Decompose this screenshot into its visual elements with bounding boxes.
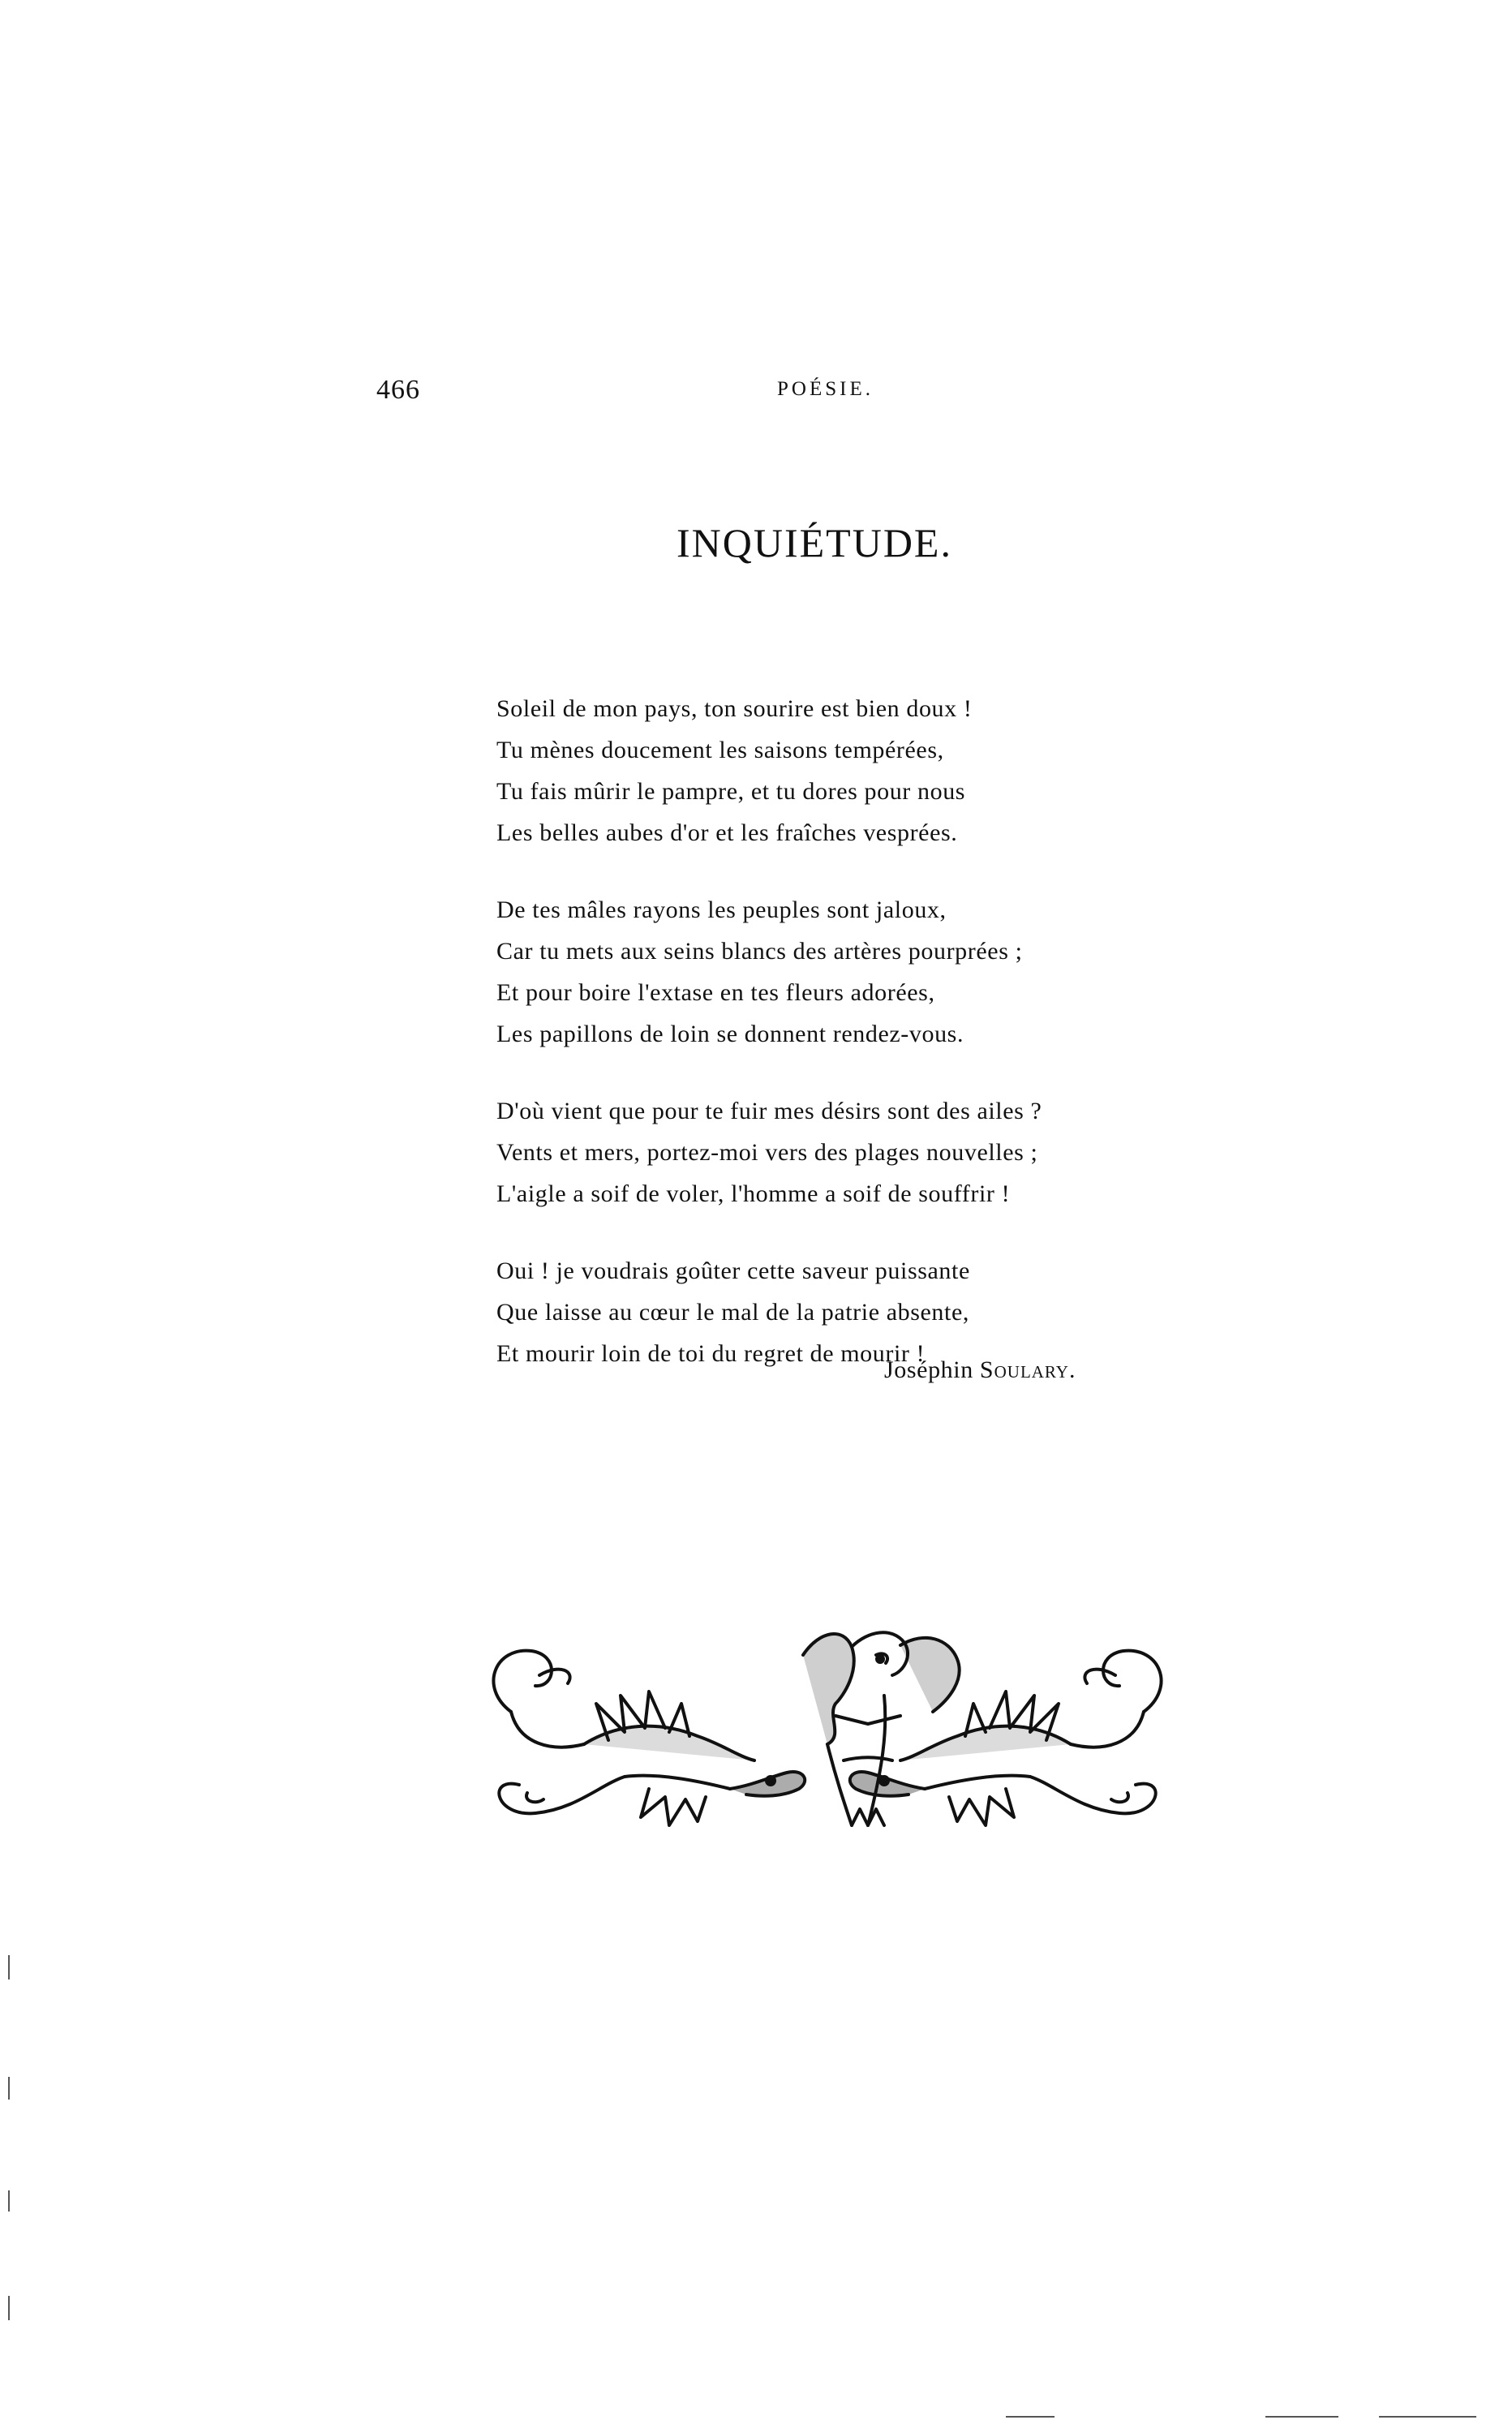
scan-artifact [1265,2416,1338,2418]
scan-artifact [8,2296,10,2320]
verse-line: L'aigle a soif de voler, l'homme a soif de souffrir ! [496,1180,1011,1207]
scan-artifact [8,2190,10,2212]
page-number: 466 [376,375,420,405]
author-signature [884,1356,1076,1384]
verse-line: Et mourir loin de toi du regret de mourir ! [496,1340,926,1367]
poem-title: INQUIÉTUDE. [677,520,952,565]
scan-artifact [1379,2416,1476,2418]
verse-line: Les papillons de loin se donnent rendez-vous. [496,1021,964,1047]
verse-line: Et pour boire l'extase en tes fleurs adorées, [496,979,935,1006]
stanza-3 [496,1090,1226,1214]
verse-line: Les belles aubes d'or et les fraîches vesprées. [496,819,958,846]
verse-line: Vents et mers, portez-moi vers des plages nouvelles ; [496,1139,1038,1166]
author-first-name: Joséphin [884,1356,973,1383]
verse-line: Soleil de mon pays, ton sourire est bien doux ! [496,695,973,722]
verse-line: Car tu mets aux seins blancs des artères pourprées ; [496,938,1023,965]
verse-line: Que laisse au cœur le mal de la patrie absente, [496,1299,969,1326]
poem-body [496,688,1226,1410]
author-last-name: Soulary. [979,1356,1076,1383]
verse-line: D'où vient que pour te fuir mes désirs sont des ailes ? [496,1098,1042,1124]
dragon-vignette-icon [462,1582,1192,1842]
stanza-1 [496,688,1226,853]
scan-artifact [8,2077,10,2100]
verse-line: Tu mènes doucement les saisons tempérées, [496,737,944,763]
scan-artifact [1006,2416,1055,2418]
verse-line: De tes mâles rayons les peuples sont jaloux, [496,896,947,923]
scan-artifact [8,1955,10,1979]
verse-line: Tu fais mûrir le pampre, et tu dores pour nous [496,778,966,805]
running-head: POÉSIE. [777,378,874,400]
verse-line: Oui ! je voudrais goûter cette saveur puissante [496,1257,970,1284]
stanza-4 [496,1250,1226,1374]
stanza-2 [496,889,1226,1055]
